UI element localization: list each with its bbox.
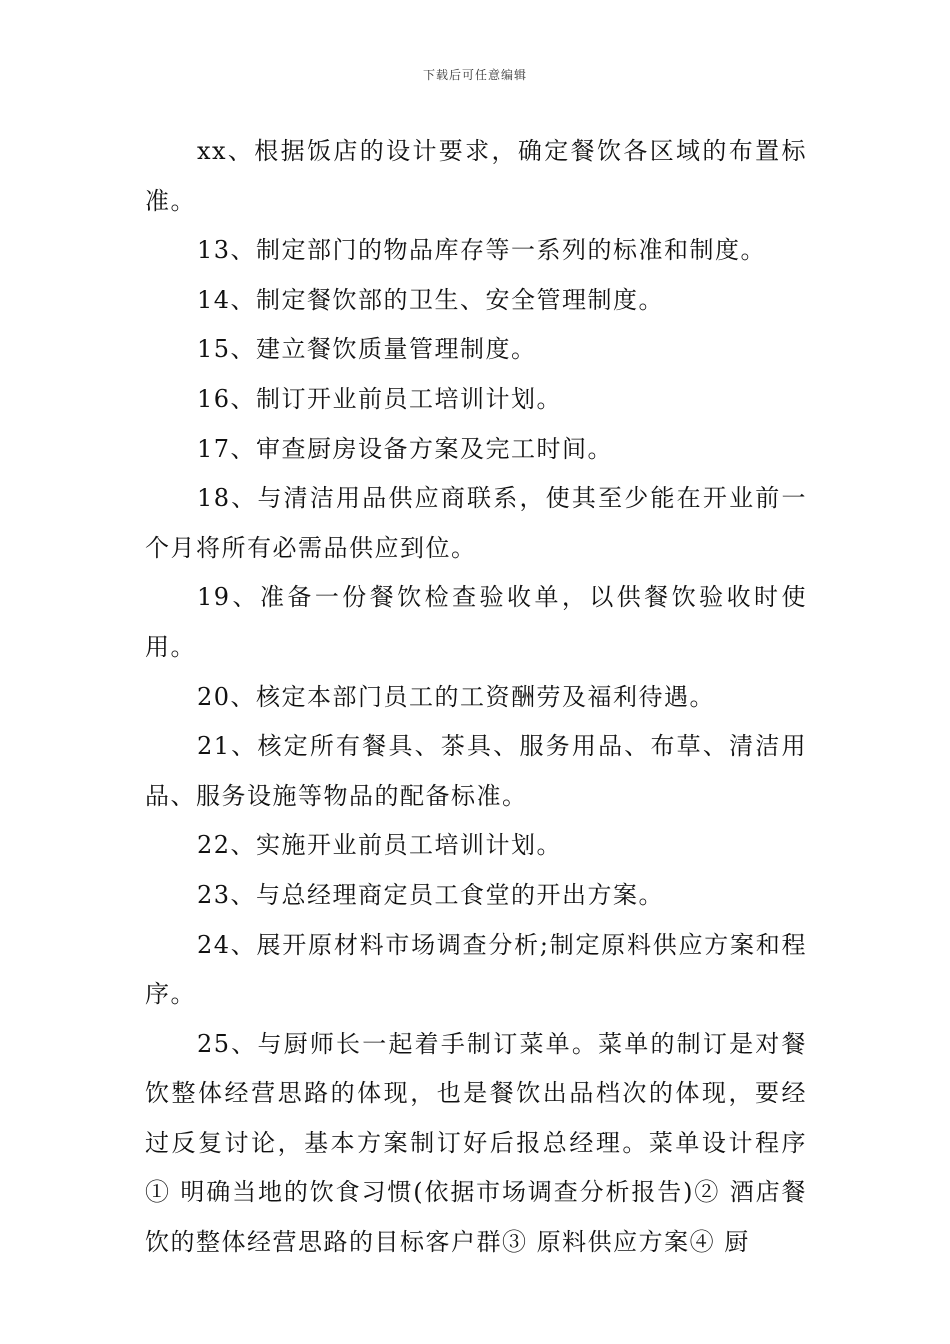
paragraph-16: 16、制订开业前员工培训计划。 [197, 384, 563, 413]
page-header-note: 下载后可任意编辑 [422, 68, 527, 82]
paragraph-14: 14、制定餐饮部的卫生、安全管理制度。 [197, 285, 665, 314]
paragraph-19: 19、准备一份餐饮检查验收单，以供餐饮验收时使用。 [145, 583, 807, 661]
paragraph-13: 13、制定部门的物品库存等一系列的标准和制度。 [197, 236, 767, 265]
paragraph-22: 22、实施开业前员工培训计划。 [197, 831, 563, 860]
paragraph-17: 17、审查厨房设备方案及完工时间。 [197, 434, 614, 463]
paragraph-18: 18、与清洁用品供应商联系，使其至少能在开业前一个月将所有必需品供应到位。 [145, 484, 807, 562]
paragraph-21: 21、核定所有餐具、茶具、服务用品、布草、清洁用品、服务设施等物品的配备标准。 [145, 732, 807, 810]
paragraph-23: 23、与总经理商定员工食堂的开出方案。 [197, 880, 665, 909]
paragraph-20: 20、核定本部门员工的工资酬劳及福利待遇。 [197, 682, 716, 711]
paragraph-24: 24、展开原材料市场调查分析;制定原料供应方案和程序。 [145, 930, 807, 1009]
paragraph-15: 15、建立餐饮质量管理制度。 [197, 335, 537, 364]
document-body [145, 127, 807, 1268]
paragraph-xx: xx、根据饭店的设计要求，确定餐饮各区域的布置标准。 [145, 137, 807, 215]
paragraph-25: 25、与厨师长一起着手制订菜单。菜单的制订是对餐饮整体经营思路的体现，也是餐饮出品档次的体现，要经过反复讨论，基本方案制订好后报总经理。菜单设计程序① 明确当地的饮食习惯(依据市场调查分析报告)② 酒店餐饮的整体经营思路的目标客户群③ 原料供应方案④ 厨 [145, 1029, 807, 1257]
